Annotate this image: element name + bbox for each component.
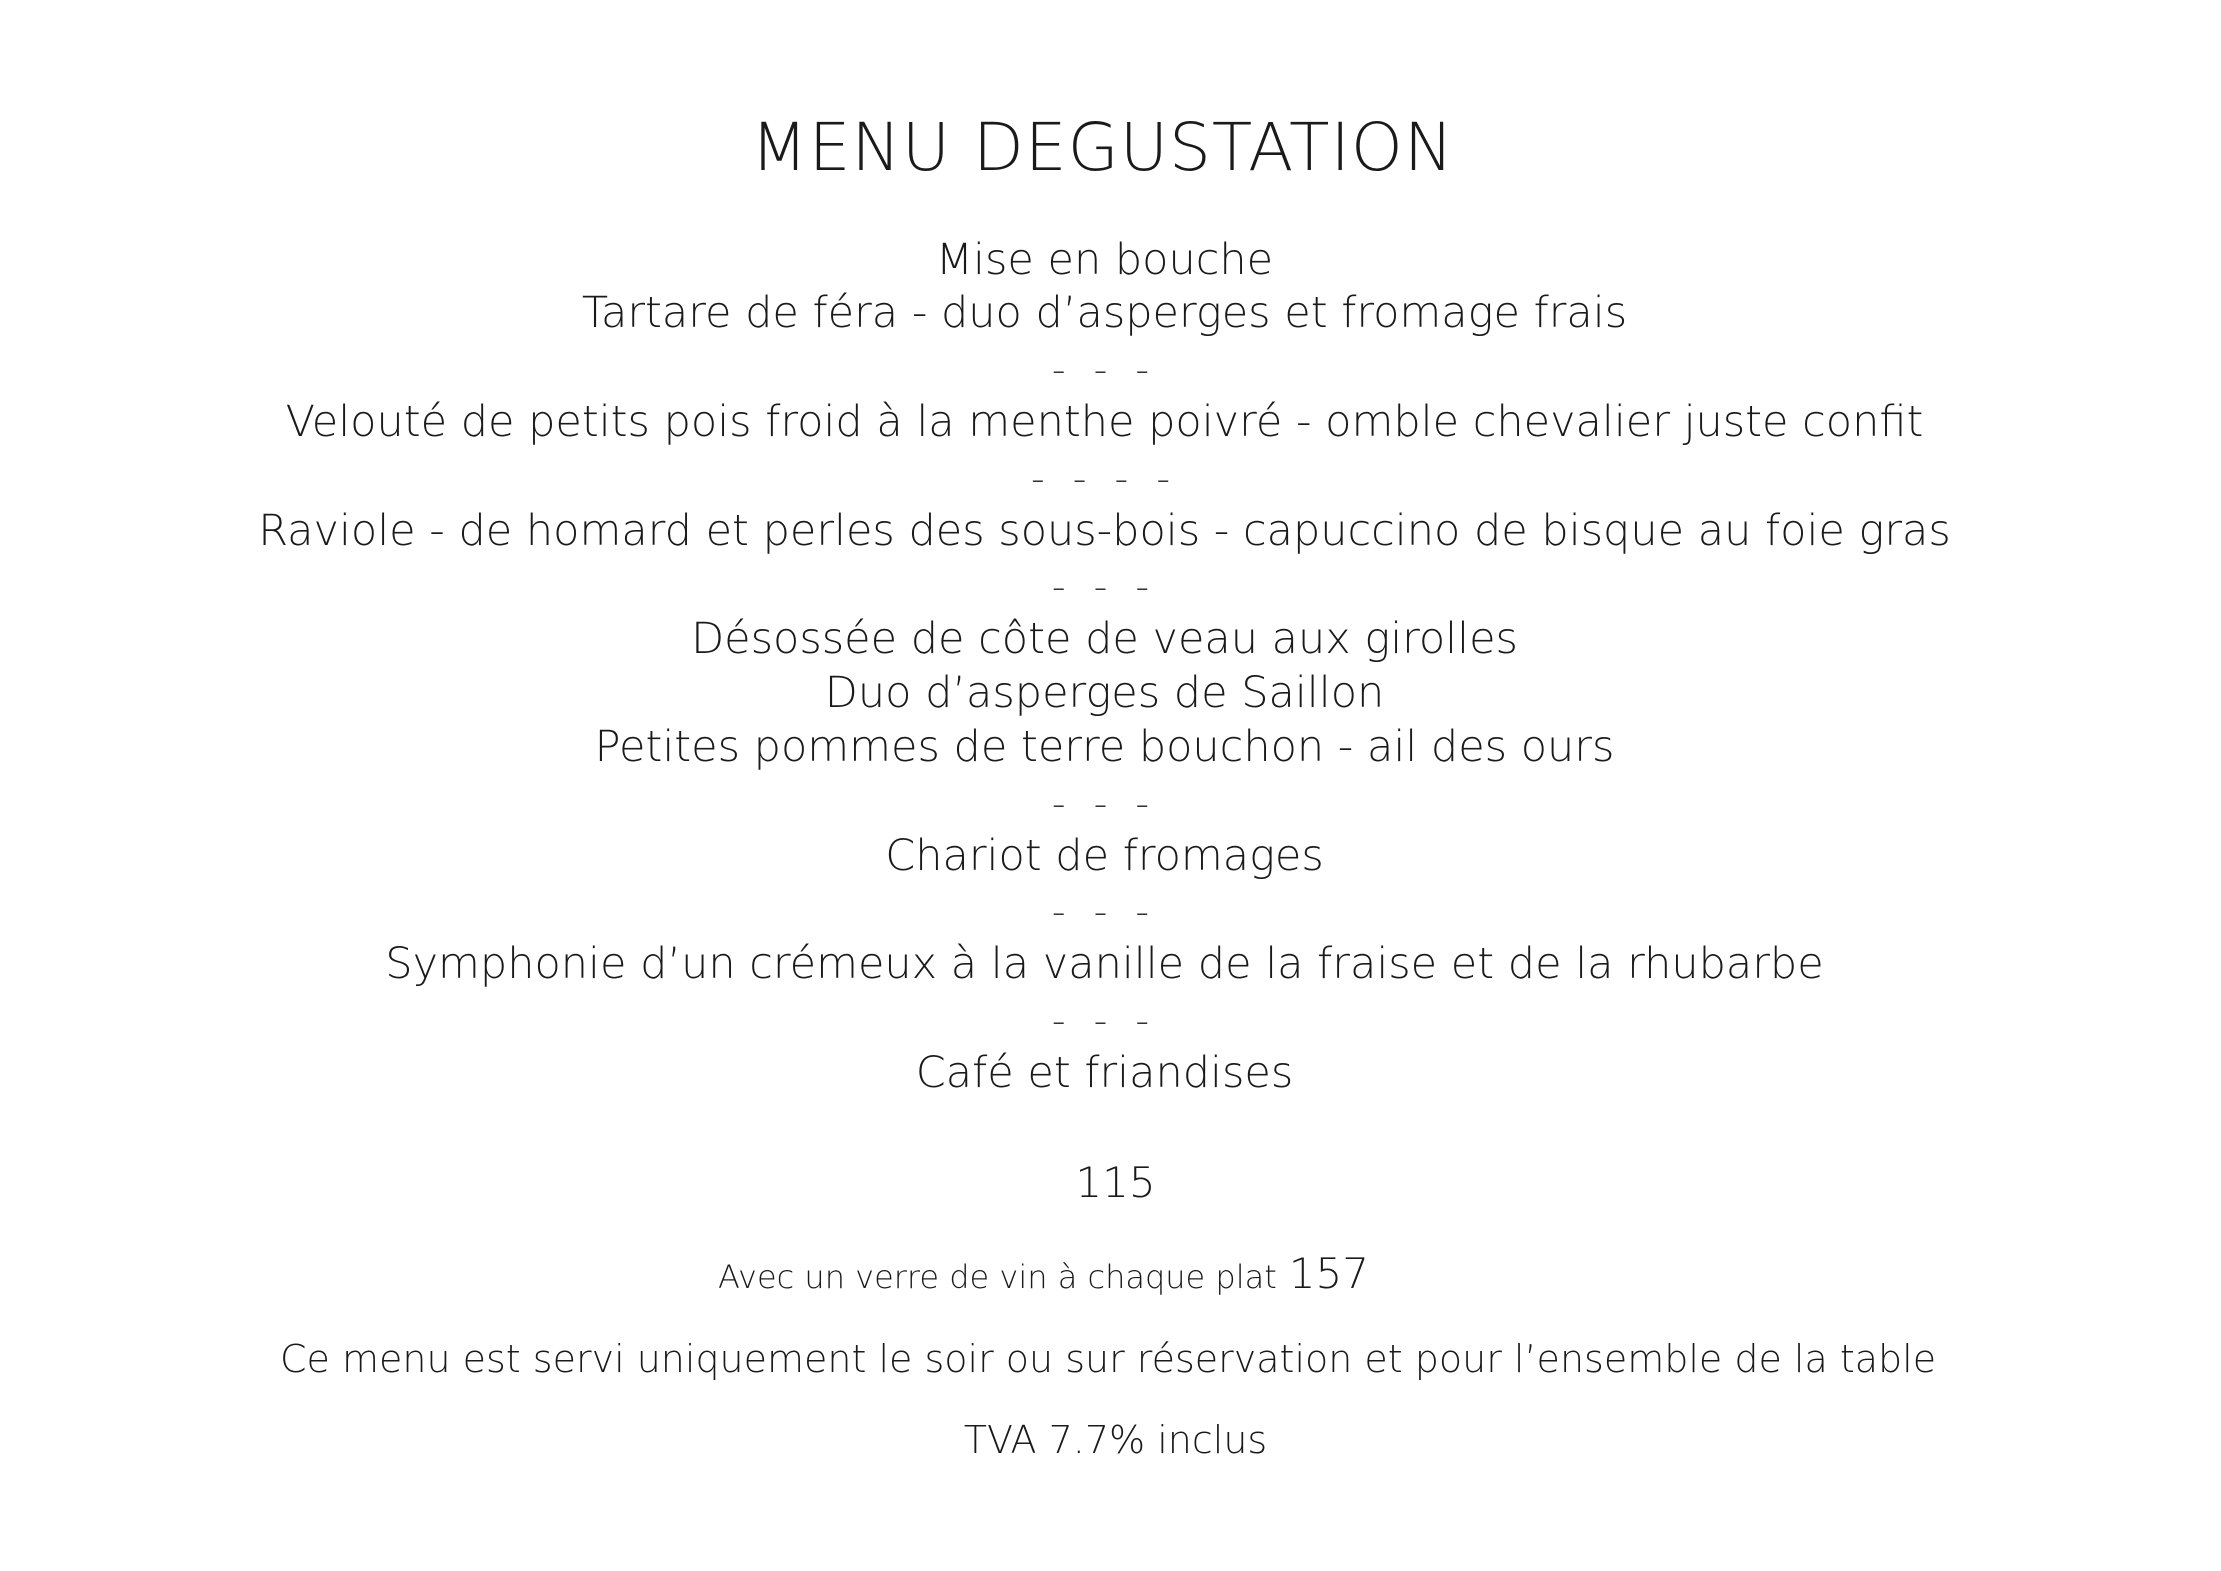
menu-line-fromages: Chariot de fromages <box>885 831 1324 881</box>
wine-pairing-price: 157 <box>1288 1249 1369 1298</box>
tva-note: TVA 7.7% inclus <box>963 1418 1268 1462</box>
wine-pairing-row <box>718 1246 1369 1311</box>
menu-separator: - - - <box>1051 348 1158 392</box>
service-note: Ce menu est servi uniquement le soir ou sur réservation et pour l’ensemble de la table <box>280 1337 1937 1381</box>
menu-line-duo-asperges: Duo d’asperges de Saillon <box>824 668 1385 718</box>
menu-line-desossee: Désossée de côte de veau aux girolles <box>691 614 1518 664</box>
menu-separator: - - - - <box>1030 457 1179 501</box>
wine-pairing-label: Avec un verre de vin à chaque plat <box>718 1258 1277 1296</box>
menu-line-symphonie: Symphonie d’un crémeux à la vanille de la fraise et de la rhubarbe <box>385 939 1824 989</box>
menu-separator: - - - <box>1051 782 1158 826</box>
menu-title: MENU DEGUSTATION <box>750 109 1455 186</box>
menu-line-cafe: Café et friandises <box>915 1048 1294 1098</box>
menu-line-veloute: Velouté de petits pois froid à la menthe poivré - omble chevalier juste confit <box>285 397 1924 447</box>
menu-line-mise-en-bouche: Mise en bouche <box>935 235 1274 285</box>
menu-separator: - - - <box>1051 999 1158 1043</box>
menu-line-tartare: Tartare de féra - duo d’asperges et fromage frais <box>581 288 1628 338</box>
menu-line-pommes-de-terre: Petites pommes de terre bouchon - ail des ours <box>594 722 1615 772</box>
menu-price: 115 <box>1075 1158 1156 1207</box>
menu-line-raviole: Raviole - de homard et perles des sous-bois - capuccino de bisque au foie gras <box>258 506 1951 556</box>
menu-separator: - - - <box>1051 890 1158 934</box>
menu-separator: - - - <box>1051 565 1158 609</box>
